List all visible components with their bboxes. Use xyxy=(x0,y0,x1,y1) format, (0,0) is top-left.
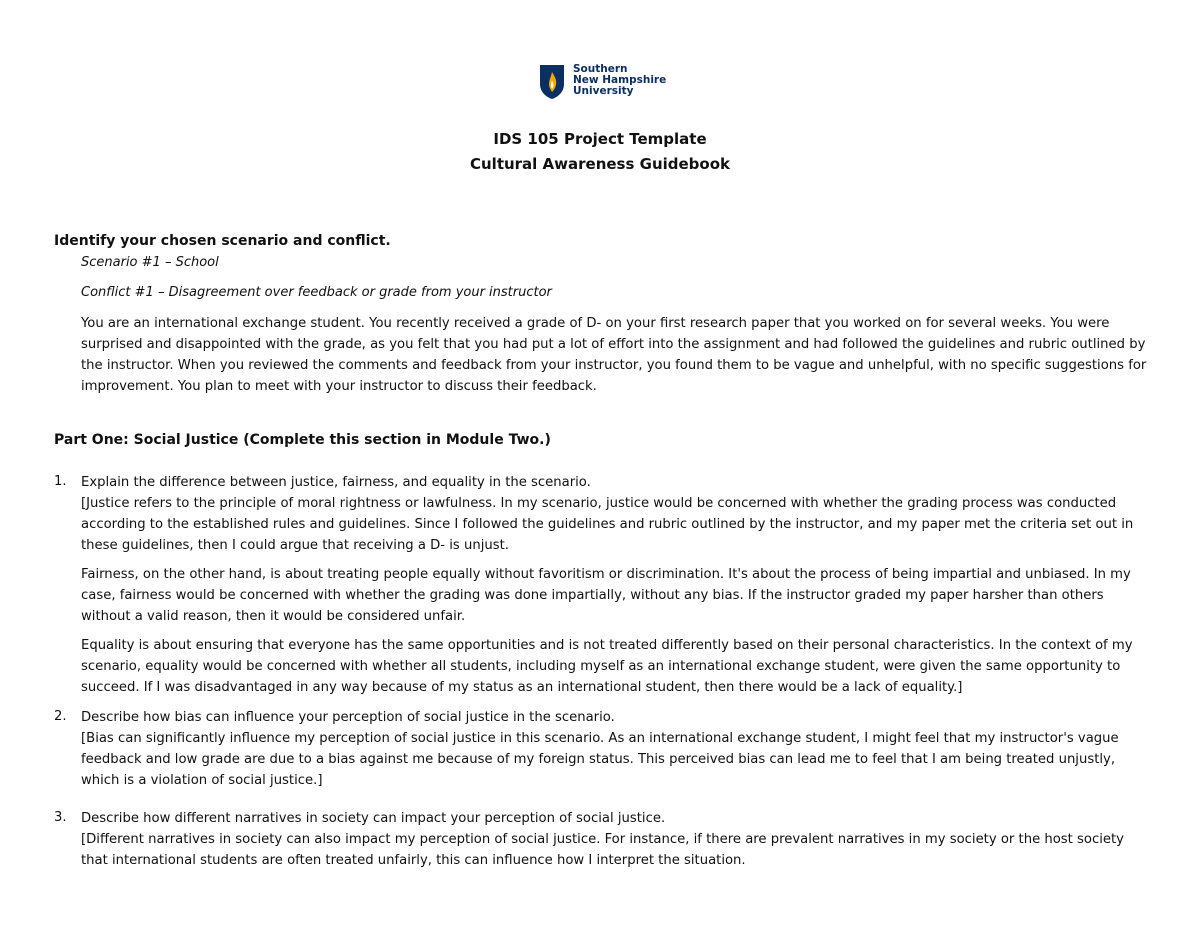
logo-line-2: New Hampshire xyxy=(573,74,667,86)
scenario-label: Scenario #1 – School xyxy=(81,255,219,270)
flame-shield-icon xyxy=(539,64,565,100)
item-1-number: 1. xyxy=(54,474,67,489)
logo-wordmark xyxy=(573,64,666,97)
document-title xyxy=(0,127,1200,177)
item-2-answer-p1: [Bias can significantly influence my perception of social justice in this scenario. As an international exchange student, I might feel that my instructor's vague feedback and low grade are due to a bias against me because of my foreign status. This perceived bias can lead me to feel that I am being treated unjustly, which is a violation of social justice.] xyxy=(81,731,1119,788)
item-1-answer-p2: Fairness, on the other hand, is about treating people equally without favoritism or discrimination. It's about the process of being impartial and unbiased. In my case, fairness would be concerned with whether the grading was done impartially, without any bias. If the instructor graded my paper harsher than others without a valid reason, then it would be considered unfair. xyxy=(81,567,1131,624)
title-line-2: Cultural Awareness Guidebook xyxy=(469,155,731,173)
title-line-1: IDS 105 Project Template xyxy=(493,130,707,148)
item-1-answer-p1: [Justice refers to the principle of moral rightness or lawfulness. In my scenario, justice would be concerned with whether the grading process was conducted according to the established rules and guidelines. Since I followed the guidelines and rubric outlined by the instructor, and my paper met the criteria set out in these guidelines, then I could argue that receiving a D- is unjust. xyxy=(81,496,1134,553)
item-1 xyxy=(81,472,1151,556)
item-3-answer-p1: [Different narratives in society can also impact my perception of social justice. For instance, if there are prevalent narratives in my society or the host society that international students are often treated unfairly, this can influence how I interpret the situation. xyxy=(81,832,1124,868)
item-2-question: Describe how bias can influence your perception of social justice in the scenario. xyxy=(81,710,615,725)
item-3 xyxy=(81,808,1151,871)
logo-line-3: University xyxy=(573,85,634,97)
item-2 xyxy=(81,707,1151,791)
item-3-question: Describe how different narratives in society can impact your perception of social justice. xyxy=(81,811,666,826)
item-1-question: Explain the difference between justice, fairness, and equality in the scenario. xyxy=(81,475,591,490)
item-2-number: 2. xyxy=(54,709,67,724)
scenario-heading: Identify your chosen scenario and conflict. xyxy=(54,233,391,249)
item-1-answer-p3: Equality is about ensuring that everyone has the same opportunities and is not treated differently based on their personal characteristics. In the context of my scenario, equality would be concerned with whether all students, including myself as an international exchange student, were given the same opportunity to succeed. If I was disadvantaged in any way because of my status as an international student, then there would be a lack of equality.] xyxy=(81,638,1133,695)
part-one-heading: Part One: Social Justice (Complete this section in Module Two.) xyxy=(54,432,551,448)
university-logo xyxy=(539,64,669,104)
item-3-number: 3. xyxy=(54,810,67,825)
logo-line-1: Southern xyxy=(573,63,628,75)
conflict-label: Conflict #1 – Disagreement over feedback or grade from your instructor xyxy=(81,285,552,300)
scenario-description: You are an international exchange student. You recently received a grade of D- on your first research paper that you worked on for several weeks. You were surprised and disappointed with the grade, as you felt that you had put a lot of effort into the assignment and had followed the guidelines and rubric outlined by the instructor. When you reviewed the comments and feedback from your instructor, you found them to be vague and unhelpful, with no specific suggestions for improvement. You plan to meet with your instructor to discuss their feedback. xyxy=(81,316,1147,394)
